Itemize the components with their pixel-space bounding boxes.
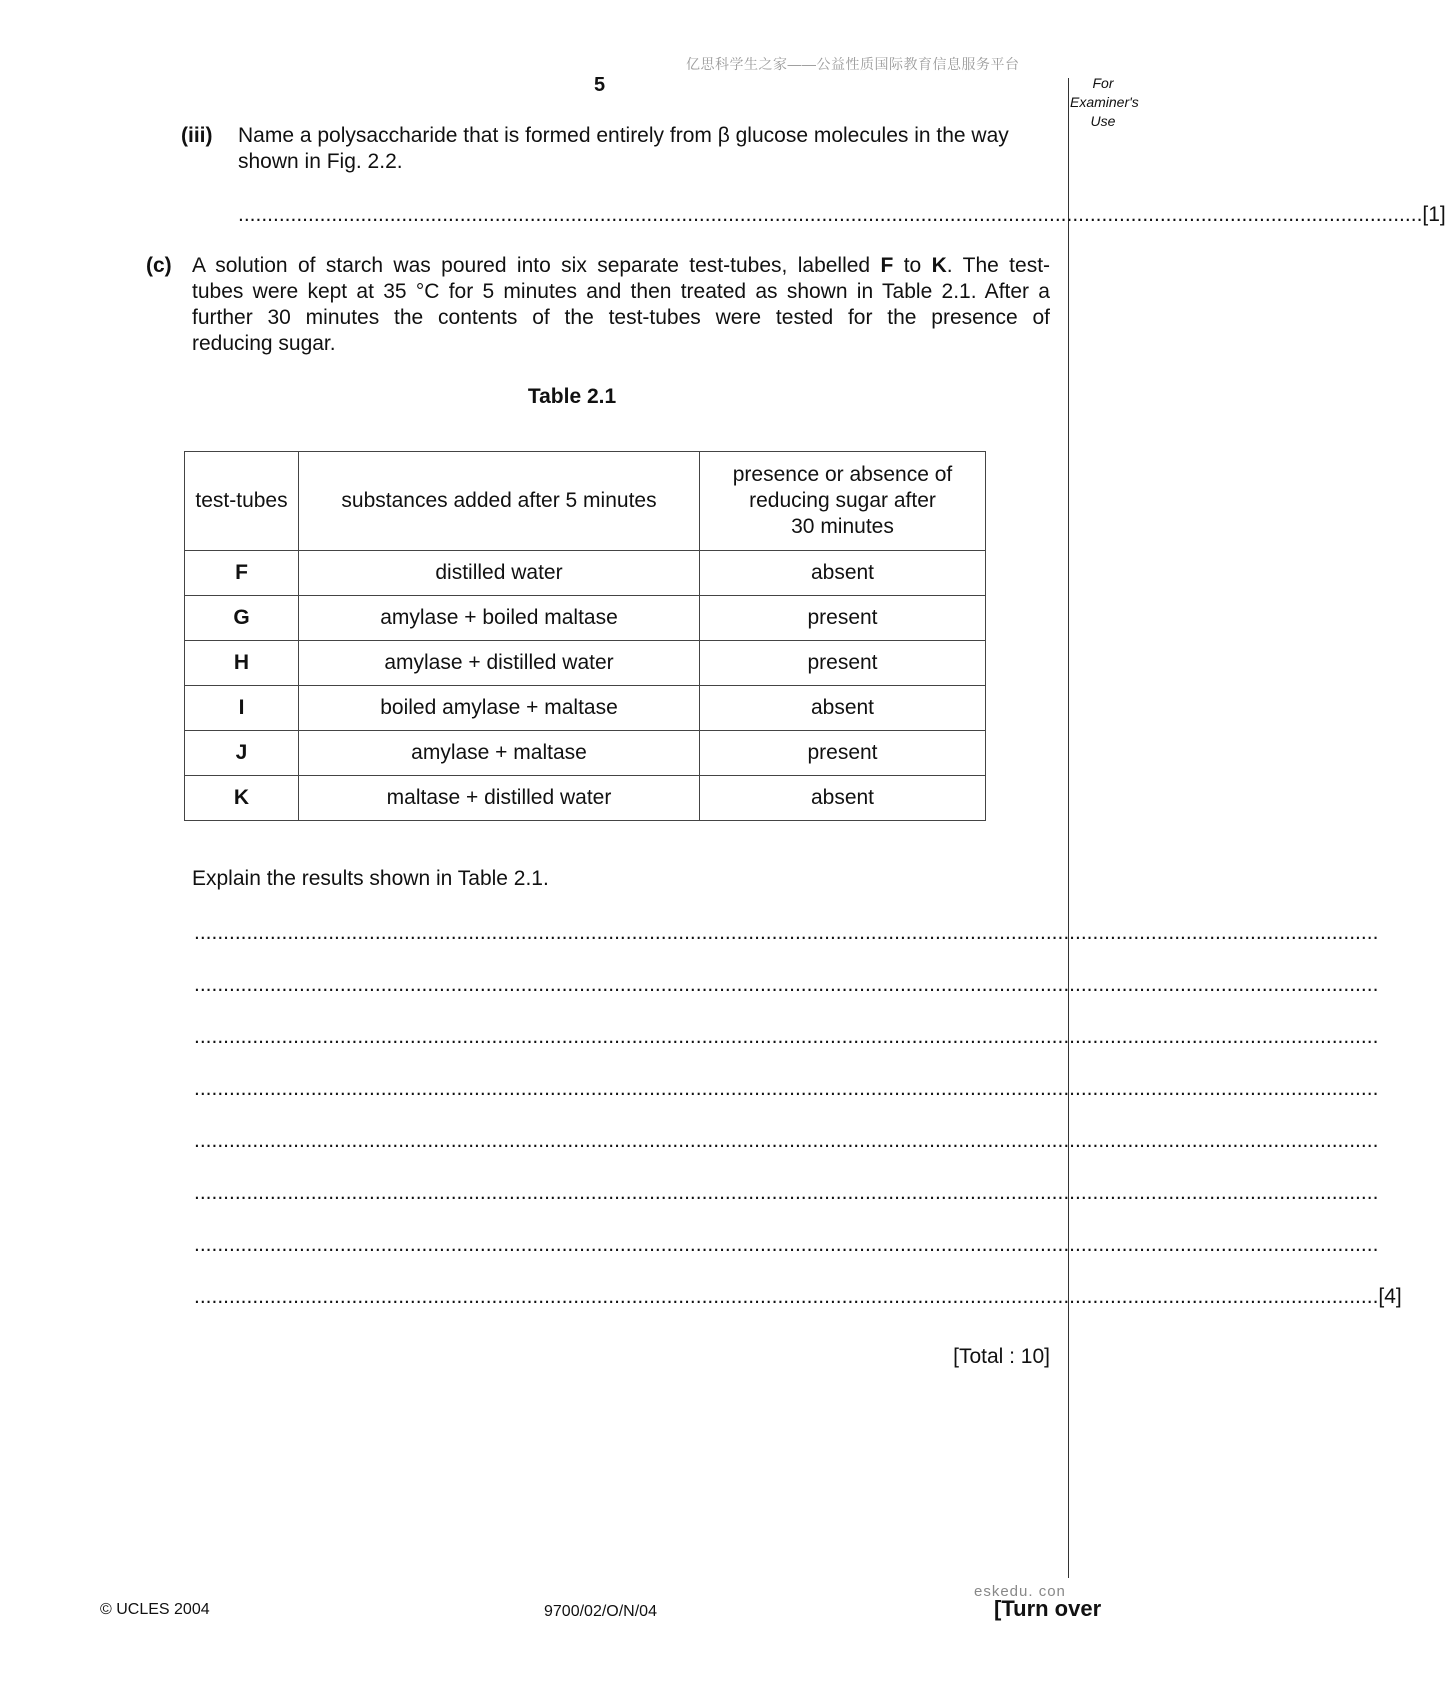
answer-dots: ........................................................................................................................................................................................................... [194, 921, 1379, 944]
text-run: . The test- [946, 254, 1051, 277]
result-cell: absent [700, 551, 986, 596]
table-row [185, 641, 986, 686]
result-cell: absent [700, 776, 986, 821]
mark-allocation: [4] [1378, 1285, 1402, 1308]
question-text-line [192, 253, 1050, 279]
substances-cell: boiled amylase + maltase [299, 686, 700, 731]
header-result [700, 452, 986, 551]
page-number: 5 [594, 74, 606, 96]
total-marks: [Total : 10] [953, 1345, 1050, 1368]
tube-label: K [931, 254, 947, 277]
tube-cell: F [185, 551, 299, 596]
examiner-margin-line [1068, 78, 1069, 1578]
substances-cell: distilled water [299, 551, 700, 596]
text-run: A solution of starch was poured into six separate test-tubes, labelled [192, 254, 881, 277]
table-row [185, 596, 986, 641]
answer-line[interactable] [194, 972, 1379, 998]
table-row [185, 776, 986, 821]
header-line: 30 minutes [791, 515, 894, 538]
answer-line[interactable] [194, 1284, 1402, 1310]
question-label-c: (c) [146, 254, 172, 277]
table-title: Table 2.1 [527, 385, 617, 408]
examiner-label-line: Examiner's [1070, 94, 1139, 110]
result-cell: present [700, 641, 986, 686]
question-text-iii [238, 123, 1050, 175]
question-text-line: shown in Fig. 2.2. [238, 150, 403, 173]
result-cell: present [700, 731, 986, 776]
substances-cell: maltase + distilled water [299, 776, 700, 821]
question-text-line: further 30 minutes the contents of the test-tubes were tested for the presence of [192, 306, 1050, 329]
table-header-row [185, 452, 986, 551]
answer-line[interactable] [194, 920, 1379, 946]
explain-answer-area[interactable] [194, 920, 1402, 1310]
question-label-iii: (iii) [181, 124, 213, 147]
tube-cell: K [185, 776, 299, 821]
examiner-use-box [1070, 74, 1139, 131]
table-row [185, 686, 986, 731]
examiner-label-line: Use [1090, 113, 1116, 129]
answer-line[interactable] [194, 1232, 1379, 1258]
result-cell: absent [700, 686, 986, 731]
question-text-c [192, 253, 1050, 357]
tube-cell: G [185, 596, 299, 641]
tube-cell: J [185, 731, 299, 776]
results-table [184, 451, 986, 821]
answer-dots: ........................................................................................................................................................................................................... [194, 1285, 1379, 1308]
substances-cell: amylase + boiled maltase [299, 596, 700, 641]
result-cell: present [700, 596, 986, 641]
header-substances: substances added after 5 minutes [299, 452, 700, 551]
answer-dots: ........................................................................................................................................................................................................... [194, 1233, 1379, 1256]
answer-line[interactable] [194, 1128, 1379, 1154]
tube-label: F [880, 254, 894, 277]
answer-dots: ........................................................................................................................................................................................................... [194, 1129, 1379, 1152]
header-line: presence or absence of [732, 463, 953, 486]
watermark-text: 亿思科学生之家——公益性质国际教育信息服务平台 [686, 56, 1020, 72]
explain-prompt: Explain the results shown in Table 2.1. [192, 867, 549, 890]
question-text-line: tubes were kept at 35 °C for 5 minutes and then treated as shown in Table 2.1. After a [192, 280, 1050, 303]
question-text-line: reducing sugar. [192, 332, 336, 355]
header-line: reducing sugar after [749, 489, 936, 512]
site-watermark: eskedu. con [974, 1583, 1066, 1600]
turn-over-text: [Turn over [994, 1596, 1102, 1621]
text-run: to [893, 254, 932, 277]
tube-cell: I [185, 686, 299, 731]
answer-line[interactable] [194, 1024, 1379, 1050]
table-row [185, 731, 986, 776]
answer-dots: ........................................................................................................................................................................................................... [194, 1181, 1379, 1204]
answer-line[interactable] [194, 1076, 1379, 1102]
answer-dots: ........................................................................................................................................................................................................... [194, 1025, 1379, 1048]
answer-dots: ........................................................................................................................................................................................................... [194, 973, 1379, 996]
answer-dots: ........................................................................................................................................................................................................... [238, 203, 1423, 226]
paper-code: 9700/02/O/N/04 [544, 1603, 657, 1620]
header-test-tubes: test-tubes [185, 452, 299, 551]
answer-line[interactable] [194, 1180, 1379, 1206]
mark-allocation: [1] [1422, 203, 1446, 226]
examiner-label-line: For [1092, 75, 1114, 91]
substances-cell: amylase + maltase [299, 731, 700, 776]
substances-cell: amylase + distilled water [299, 641, 700, 686]
answer-line-iii[interactable] [238, 202, 1446, 228]
table-row [185, 551, 986, 596]
answer-dots: ........................................................................................................................................................................................................... [194, 1077, 1379, 1100]
question-text-line: Name a polysaccharide that is formed entirely from β glucose molecules in the way [238, 124, 1009, 147]
tube-cell: H [185, 641, 299, 686]
copyright-text: © UCLES 2004 [100, 1601, 210, 1618]
